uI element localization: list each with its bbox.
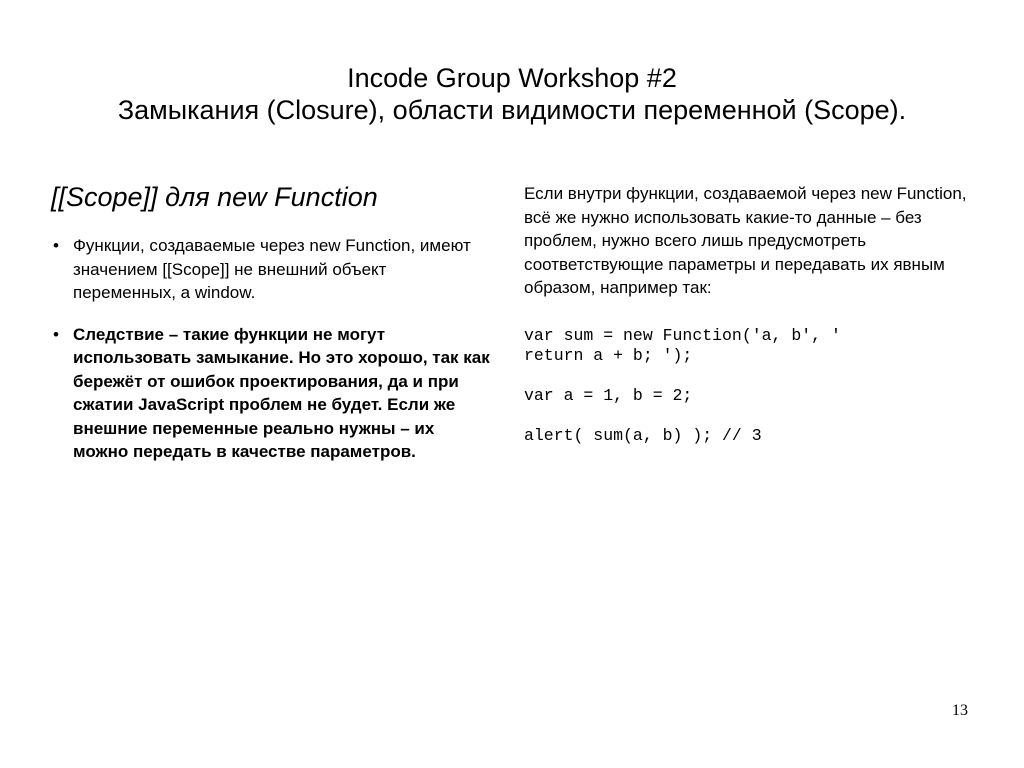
section-heading: [[Scope]] для new Function — [51, 182, 378, 212]
code-line-3: var a = 1, b = 2; — [524, 385, 693, 405]
title-line-2: Замыкания (Closure), области видимости переменной (Scope). — [117, 95, 907, 125]
code-line-2: return a + b; '); — [524, 345, 693, 365]
code-example — [524, 326, 984, 446]
bullet-text-1: Функции, создаваемые через new Function, имеют значением [[Scope]] не внешний объект переменных, а window. — [73, 236, 471, 302]
bullet-item-2 — [51, 323, 491, 464]
right-column — [524, 182, 984, 446]
bullet-list — [51, 234, 491, 464]
code-line-4: alert( sum(a, b) ); // 3 — [524, 425, 762, 445]
left-column — [51, 180, 491, 482]
code-line-1: var sum = new Function('a, b', ' — [524, 325, 841, 345]
bullet-marker: • — [53, 236, 59, 255]
explanation-paragraph: Если внутри функции, создаваемой через new Function, всё же нужно использовать какие-то данные – без проблем, нужно всего лишь предусмотреть соответствующие параметры и передавать их явным образом, например так: — [524, 184, 967, 297]
bullet-text-2: Следствие – такие функции не могут использовать замыкание. Но это хорошо, так как бережёт от ошибок проектирования, да и при сжатии JavaScript проблем не будет. Если же внешние переменные реально нужны – их можно передать в качестве параметров. — [73, 324, 490, 461]
slide-title — [0, 62, 1024, 126]
page-number: 13 — [952, 702, 968, 719]
code-blank-line — [524, 406, 984, 426]
bullet-marker: • — [53, 324, 59, 344]
code-blank-line — [524, 366, 984, 386]
title-line-1: Incode Group Workshop #2 — [347, 63, 677, 93]
bullet-item-1 — [51, 234, 491, 305]
